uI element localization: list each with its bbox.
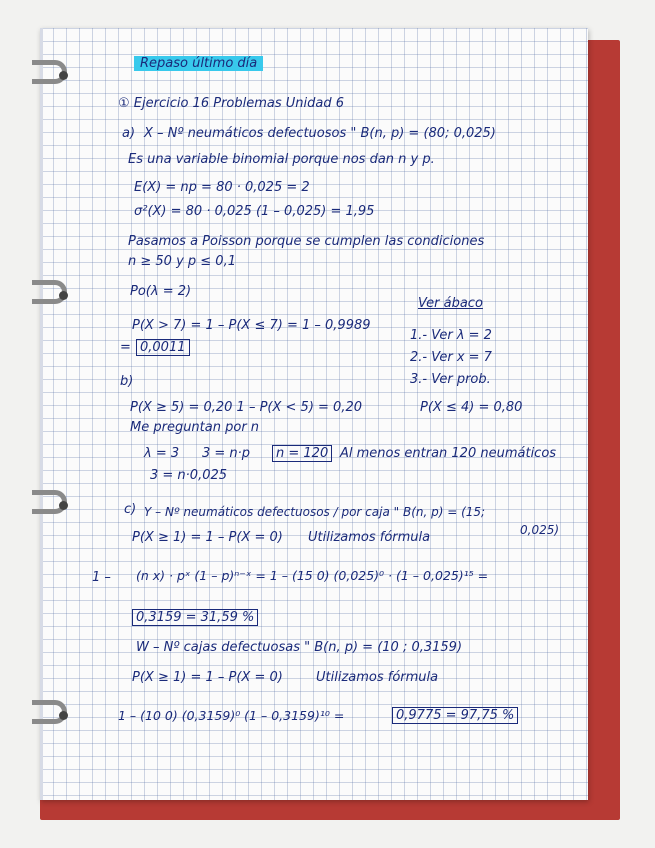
part-c-formula-note: Utilizamos fórmula: [308, 530, 431, 545]
part-c-w-distribution: W – Nº cajas defectuosas " B(n, p) = (10 ; 0,3159): [136, 640, 463, 655]
part-c-distribution-cont: 0,025): [520, 523, 560, 537]
part-a-explanation: Es una variable binomial porque nos dan n y p.: [128, 152, 435, 167]
part-c-result: 0,3159 = 31,59 %: [132, 610, 258, 626]
page-margin: [40, 28, 43, 800]
part-b-complement: P(X ≤ 4) = 0,80: [420, 400, 523, 415]
binder-ring-1: [32, 60, 67, 84]
part-c-prob-expr: P(X ≥ 1) = 1 – P(X = 0): [132, 530, 283, 545]
exercise-heading: ① Ejercicio 16 Problemas Unidad 6: [118, 96, 345, 111]
part-c-one-minus: 1 –: [92, 570, 111, 585]
binder-ring-4: [32, 700, 67, 724]
part-b-question: Me preguntan por n: [130, 420, 260, 435]
part-b-lambda: λ = 3: [144, 446, 180, 461]
part-a-poisson-param: Po(λ = 2): [130, 284, 192, 299]
part-a-distribution: X – Nº neumáticos defectuosos " B(n, p) = (80; 0,025): [144, 126, 496, 141]
binder-ring-3: [32, 490, 67, 514]
part-b-label: b): [120, 374, 134, 389]
part-b-solve: 3 = n·0,025: [150, 468, 228, 483]
part-c-distribution: Y – Nº neumáticos defectuosos / por caja " B(n, p) = (15;: [144, 505, 486, 519]
part-c-w-prob-expr: P(X ≥ 1) = 1 – P(X = 0): [132, 670, 283, 685]
abaco-step-3: 3.- Ver prob.: [410, 372, 491, 387]
binder-ring-2: [32, 280, 67, 304]
part-b-given: P(X ≥ 5) = 0,20 1 – P(X < 5) = 0,20: [130, 400, 363, 415]
part-b-relation: 3 = n·p: [202, 446, 251, 461]
part-a-equals: =: [120, 340, 131, 355]
abaco-heading: Ver ábaco: [418, 296, 483, 311]
part-c-binomial-expr: (n x) · pˣ (1 – p)ⁿ⁻ˣ = 1 – (15 0) (0,025)⁰ · (1 – 0,025)¹⁵ =: [136, 568, 489, 583]
part-b-n-result: n = 120: [272, 446, 332, 462]
notebook-page: [40, 28, 588, 800]
part-c-w-result: 0,9775 = 97,75 %: [392, 708, 518, 724]
part-a-expectation: E(X) = np = 80 · 0,025 = 2: [134, 180, 310, 195]
page-title: Repaso último día: [134, 56, 263, 72]
abaco-step-1: 1.- Ver λ = 2: [410, 328, 492, 343]
part-b-conclusion: Al menos entran 120 neumáticos: [340, 446, 557, 461]
part-a-label: a): [122, 126, 136, 141]
part-a-prob-expr: P(X > 7) = 1 – P(X ≤ 7) = 1 – 0,9989: [132, 318, 371, 333]
part-a-result: 0,0011: [136, 340, 190, 356]
part-c-w-formula-note: Utilizamos fórmula: [316, 670, 439, 685]
part-c-w-expr: 1 – (10 0) (0,3159)⁰ (1 – 0,3159)¹⁰ =: [118, 708, 345, 723]
part-a-poisson-line2: n ≥ 50 y p ≤ 0,1: [128, 254, 236, 269]
part-a-variance: σ²(X) = 80 · 0,025 (1 – 0,025) = 1,95: [134, 204, 375, 219]
abaco-step-2: 2.- Ver x = 7: [410, 350, 492, 365]
part-c-label: c): [124, 502, 137, 517]
part-a-poisson-line1: Pasamos a Poisson porque se cumplen las condiciones: [128, 234, 485, 249]
